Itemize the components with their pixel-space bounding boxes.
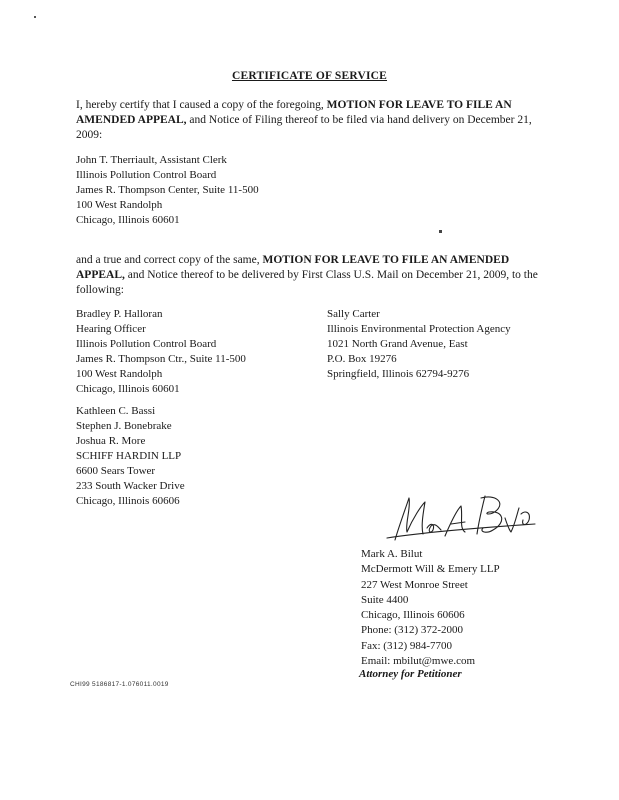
mailing-text-bold: MOTION FOR LEAVE TO FILE AN AMENDED APPEAL,	[76, 254, 510, 281]
mailing-text-pre: and a true and correct copy of the same,	[76, 254, 263, 266]
address-line: SCHIFF HARDIN LLP	[76, 450, 182, 462]
address-line: 100 West Randolph	[76, 368, 163, 380]
address-line: 6600 Sears Tower	[76, 465, 156, 477]
recipient-carter	[327, 307, 511, 382]
address-line: Sally Carter	[327, 308, 380, 320]
address-line: 100 West Randolph	[76, 199, 163, 211]
signer-line: Chicago, Illinois 60606	[361, 609, 465, 622]
recipient-halloran	[76, 307, 246, 397]
address-line: Illinois Environmental Protection Agency	[327, 323, 511, 335]
address-line: Chicago, Illinois 60601	[76, 383, 180, 395]
address-line: Joshua R. More	[76, 435, 146, 447]
signer-line: Suite 4400	[361, 593, 409, 606]
address-line: 1021 North Grand Avenue, East	[327, 338, 468, 350]
signer-line: Fax: (312) 984-7700	[361, 639, 453, 652]
signer-block	[361, 547, 500, 669]
address-line: Stephen J. Bonebrake	[76, 420, 172, 432]
attorney-role: Attorney for Petitioner	[359, 668, 462, 680]
scan-speck	[439, 230, 442, 233]
address-line: 233 South Wacker Drive	[76, 480, 185, 492]
recipient-schiff-hardin	[76, 404, 185, 509]
address-line: Chicago, Illinois 60606	[76, 495, 180, 507]
address-line: Chicago, Illinois 60601	[76, 214, 180, 226]
address-line: Springfield, Illinois 62794-9276	[327, 368, 470, 380]
signature-line	[358, 541, 558, 542]
signer-line: Mark A. Bilut	[361, 548, 423, 560]
address-line: James R. Thompson Ctr., Suite 11-500	[76, 353, 246, 365]
signer-line: McDermott Will & Emery LLP	[361, 563, 500, 576]
address-line: James R. Thompson Center, Suite 11-500	[76, 184, 259, 196]
address-line: Kathleen C. Bassi	[76, 405, 156, 417]
signer-line: Phone: (312) 372-2000	[361, 624, 464, 637]
address-line: John T. Therriault, Assistant Clerk	[76, 154, 227, 166]
certificate-title: CERTIFICATE OF SERVICE	[231, 70, 388, 82]
address-line: Illinois Pollution Control Board	[76, 338, 217, 350]
clerk-address	[76, 153, 259, 228]
scan-speck	[34, 16, 36, 18]
address-line: Bradley P. Halloran	[76, 308, 163, 320]
address-line: Hearing Officer	[76, 323, 146, 335]
signer-line: 227 West Monroe Street	[361, 578, 468, 591]
intro-text-post: and Notice of Filing thereof to be filed via hand delivery on December 21, 2009:	[76, 114, 532, 141]
intro-text-bold: MOTION FOR LEAVE TO FILE AN AMENDED APPEAL,	[76, 99, 512, 126]
handwritten-signature	[365, 488, 555, 548]
intro-paragraph	[76, 98, 546, 143]
address-line: P.O. Box 19276	[327, 353, 397, 365]
address-line: Illinois Pollution Control Board	[76, 169, 217, 181]
intro-text-pre: I, hereby certify that I caused a copy of the foregoing,	[76, 99, 327, 111]
document-code: CHI99 5186817-1.076011.0019	[70, 681, 169, 688]
signer-line: Email: mbilut@mwe.com	[361, 655, 476, 668]
mailing-text-post: and Notice thereof to be delivered by First Class U.S. Mail on December 21, 2009, to the following:	[76, 269, 538, 296]
mailing-paragraph	[76, 253, 546, 298]
